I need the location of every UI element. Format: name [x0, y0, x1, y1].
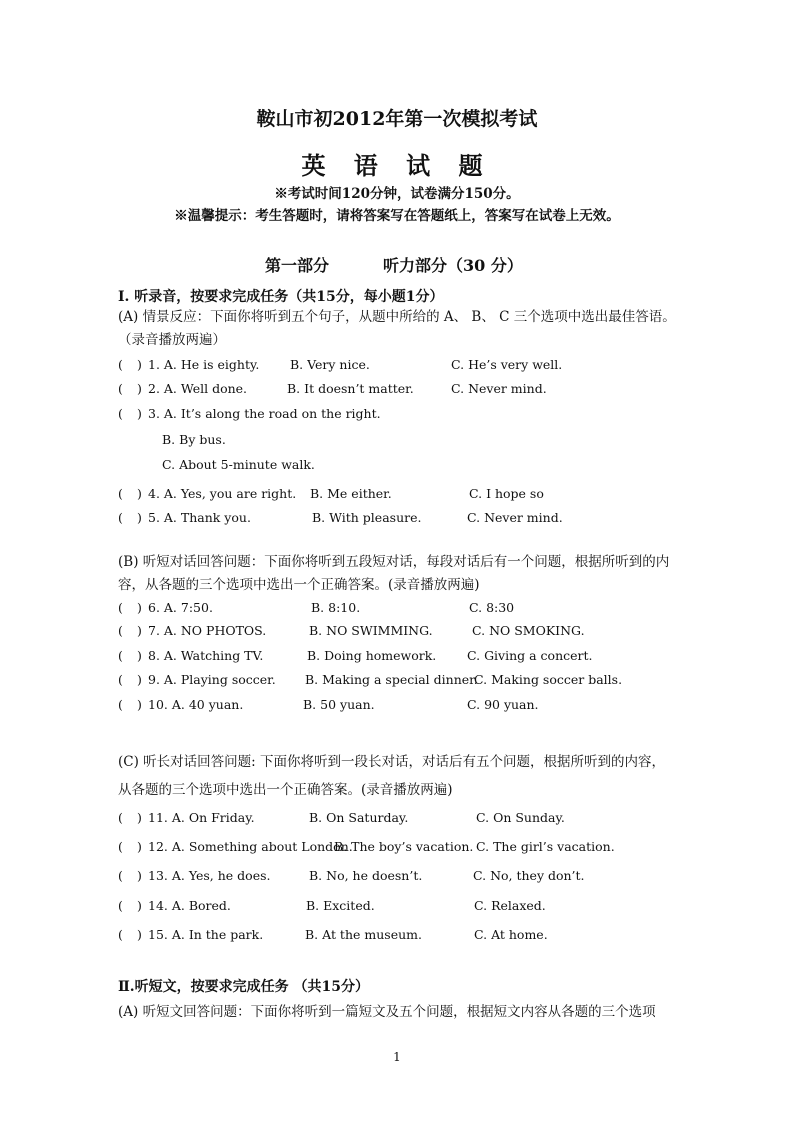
- option-a: 10. A. 40 yuan.: [148, 697, 244, 712]
- option-c: C. Giving a concert.: [467, 648, 593, 663]
- option-b: B. 50 yuan.: [303, 697, 375, 712]
- page-number: 1: [393, 1050, 401, 1064]
- answer-paren-open: (: [118, 406, 123, 421]
- option-a: 8. A. Watching TV.: [148, 648, 264, 663]
- part-name: 听力部分（30 分）: [383, 256, 523, 275]
- option-a: 13. A. Yes, he does.: [148, 868, 271, 883]
- option-c: C. At home.: [474, 927, 548, 942]
- answer-paren-close: ): [137, 648, 142, 663]
- exam-title: 鞍山市初2012年第一次模拟考试: [256, 108, 538, 130]
- section-1c-instructions: (C) 听长对话回答问题: 下面你将听到一段长对话，对话后有五个问题，根据所听到的内容，从各题的三个选项中选出一个正确答案。(录音播放两遍): [118, 754, 665, 798]
- answer-paren-close: ): [137, 810, 142, 825]
- answer-paren-open: (: [118, 648, 123, 663]
- answer-paren-open: (: [118, 898, 123, 913]
- option-c: C. 8:30: [469, 600, 515, 615]
- answer-paren-open: (: [118, 839, 123, 854]
- answer-paren-open: (: [118, 357, 123, 372]
- answer-paren-close: ): [137, 381, 142, 396]
- option-a: 3. A. It’s along the road on the right.: [148, 406, 381, 421]
- option-c: C. On Sunday.: [476, 810, 565, 825]
- option-b: B. No, he doesn’t.: [309, 868, 423, 883]
- option-a: 12. A. Something about London.: [148, 839, 353, 854]
- subject-title: 英 语 试 题: [301, 151, 493, 180]
- option-a: 4. A. Yes, you are right.: [148, 486, 297, 501]
- answer-paren-close: ): [137, 672, 142, 687]
- answer-paren-open: (: [118, 810, 123, 825]
- time-note: ※考试时间120分钟，试卷满分150分。: [274, 186, 520, 202]
- answer-paren-close: ): [137, 697, 142, 712]
- option-c: C. Never mind.: [451, 381, 547, 396]
- option-b: B. It doesn’t matter.: [287, 381, 414, 396]
- section-1-heading: I. 听录音，按要求完成任务（共15分，每小题1分）: [118, 289, 444, 305]
- option-a: 14. A. Bored.: [148, 898, 231, 913]
- answer-paren-close: ): [137, 927, 142, 942]
- option-b: B. At the museum.: [305, 927, 422, 942]
- section-1b-instructions: (B) 听短对话回答问题：下面你将听到五段短对话，每段对话后有一个问题，根据所听到的内容，从各题的三个选项中选出一个正确答案。(录音播放两遍): [118, 554, 670, 593]
- option-b: B. Excited.: [306, 898, 375, 913]
- option-a: 1. A. He is eighty.: [148, 357, 260, 372]
- answer-paren-open: (: [118, 672, 123, 687]
- answer-paren-open: (: [118, 868, 123, 883]
- answer-paren-close: ): [137, 623, 142, 638]
- option-c: C. NO SMOKING.: [472, 623, 585, 638]
- option-a: 6. A. 7:50.: [148, 600, 213, 615]
- section-2a-instructions: (A) 听短文回答问题：下面你将听到一篇短文及五个问题，根据短文内容从各题的三个选项: [118, 1004, 656, 1020]
- option-a: 11. A. On Friday.: [148, 810, 255, 825]
- answer-paren-open: (: [118, 381, 123, 396]
- option-c: C. The girl’s vacation.: [476, 839, 615, 854]
- answer-paren-close: ): [137, 868, 142, 883]
- answer-paren-open: (: [118, 927, 123, 942]
- answer-paren-open: (: [118, 486, 123, 501]
- option-a: 7. A. NO PHOTOS.: [148, 623, 267, 638]
- option-b: B. With pleasure.: [312, 510, 422, 525]
- part-label: 第一部分: [265, 256, 330, 275]
- option-b: B. By bus.: [162, 432, 226, 447]
- answer-paren-open: (: [118, 623, 123, 638]
- answer-paren-close: ): [137, 486, 142, 501]
- answer-paren-close: ): [137, 406, 142, 421]
- option-c: C. Making soccer balls.: [474, 672, 623, 687]
- option-c: C. No, they don’t.: [473, 868, 585, 883]
- option-b: B. Very nice.: [290, 357, 370, 372]
- answer-paren-close: ): [137, 510, 142, 525]
- option-c: C. I hope so: [469, 486, 544, 501]
- option-a: 2. A. Well done.: [148, 381, 248, 396]
- answer-paren-close: ): [137, 839, 142, 854]
- option-c: C. 90 yuan.: [467, 697, 539, 712]
- option-b: B. Me either.: [310, 486, 392, 501]
- option-c: C. He’s very well.: [451, 357, 563, 372]
- option-b: B. Doing homework.: [307, 648, 437, 663]
- answer-paren-close: ): [137, 898, 142, 913]
- answer-paren-close: ): [137, 357, 142, 372]
- option-a: 15. A. In the park.: [148, 927, 264, 942]
- option-c: C. About 5-minute walk.: [162, 457, 315, 472]
- option-c: C. Never mind.: [467, 510, 563, 525]
- option-b: B. The boy’s vacation.: [334, 839, 474, 854]
- answer-paren-open: (: [118, 600, 123, 615]
- section-1a-instructions: (A) 情景反应：下面你将听到五个句子，从题中所给的 A、 B、 C 三个选项中选出最佳答语。（录音播放两遍）: [118, 309, 676, 348]
- option-b: B. 8:10.: [311, 600, 361, 615]
- option-b: B. Making a special dinner.: [305, 672, 478, 687]
- option-a: 5. A. Thank you.: [148, 510, 251, 525]
- option-b: B. NO SWIMMING.: [309, 623, 433, 638]
- section-2-heading: Ⅱ.听短文，按要求完成任务 （共15分）: [118, 979, 370, 995]
- option-b: B. On Saturday.: [309, 810, 409, 825]
- answer-paren-open: (: [118, 697, 123, 712]
- option-c: C. Relaxed.: [474, 898, 546, 913]
- reminder-note: ※温馨提示：考生答题时，请将答案写在答题纸上，答案写在试卷上无效。: [174, 208, 620, 224]
- answer-paren-open: (: [118, 510, 123, 525]
- option-a: 9. A. Playing soccer.: [148, 672, 276, 687]
- answer-paren-close: ): [137, 600, 142, 615]
